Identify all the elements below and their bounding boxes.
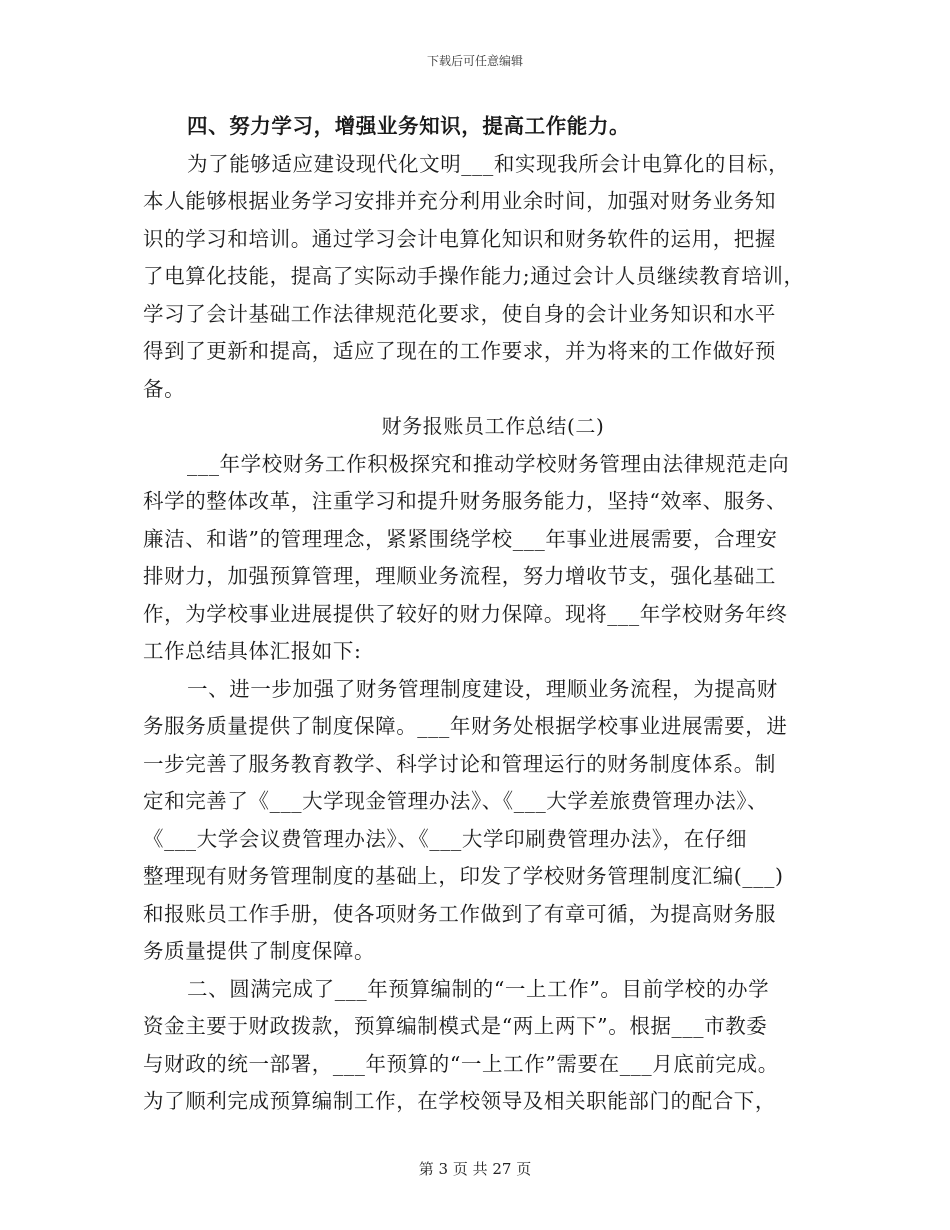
section-heading: 四、努力学习，增强业务知识，提高工作能力。	[187, 114, 631, 138]
paragraph-line: 作，为学校事业进展提供了较好的财力保障。现将___年学校财务年终	[143, 601, 788, 626]
paragraph-line: 科学的整体改革，注重学习和提升财务服务能力，坚持“效率、服务、	[143, 489, 788, 513]
paragraph-line: 排财力，加强预算管理，理顺业务流程，努力增收节支，强化基础工	[143, 564, 776, 588]
paragraph-line: 了电算化技能，提高了实际动手操作能力;通过会计人员继续教育培训，	[143, 264, 805, 288]
paragraph-line: 学习了会计基础工作法律规范化要求，使自身的会计业务知识和水平	[143, 301, 776, 326]
paragraph-line: 得到了更新和提高，适应了现在的工作要求，并为将来的工作做好预	[143, 339, 776, 363]
paragraph-line: 务服务质量提供了制度保障。___年财务处根据学校事业进展需要，进	[143, 714, 788, 738]
paragraph-line: 《___大学会议费管理办法》、《___大学印刷费管理办法》，在仔细	[143, 826, 748, 851]
paragraph-line: 工作总结具体汇报如下:	[143, 639, 362, 663]
paragraph-line: 二、圆满完成了___年预算编制的“一上工作”。目前学校的办学	[187, 976, 770, 1001]
paragraph-line: 廉洁、和谐”的管理理念，紧紧围绕学校___年事业进展需要，合理安	[143, 526, 778, 551]
paragraph-line: ___年学校财务工作积极探究和推动学校财务管理由法律规范走向	[187, 451, 790, 476]
paragraph-line: 一、进一步加强了财务管理制度建设，理顺业务流程，为提高财	[187, 676, 778, 701]
part-title: 财务报账员工作总结(二)	[381, 414, 605, 438]
paragraph-line: 一步完善了服务教育教学、科学讨论和管理运行的财务制度体系。制	[143, 751, 776, 776]
paragraph-line: 定和完善了《___大学现金管理办法》、《___大学差旅费管理办法》、	[143, 789, 769, 813]
page-number: 第 3 页 共 27 页	[418, 1160, 532, 1178]
paragraph-line: 为了能够适应建设现代化文明___和实现我所会计电算化的目标，	[187, 151, 790, 176]
paragraph-line: 为了顺利完成预算编制工作，在学校领导及相关职能部门的配合下，	[143, 1089, 776, 1113]
paragraph-line: 备。	[143, 376, 186, 401]
paragraph-line: 和报账员工作手册，使各项财务工作做到了有章可循，为提高财务服	[143, 901, 776, 926]
paragraph-line: 务质量提供了制度保障。	[143, 939, 376, 963]
paragraph-line: 识的学习和培训。通过学习会计电算化知识和财务软件的运用，把握	[143, 226, 776, 251]
header-note: 下载后可任意编辑	[426, 54, 523, 68]
paragraph-line: 本人能够根据业务学习安排并充分利用业余时间，加强对财务业务知	[143, 189, 776, 213]
paragraph-line: 资金主要于财政拨款，预算编制模式是“两上两下”。根据___市教委	[143, 1014, 768, 1038]
paragraph-line: 与财政的统一部署，___年预算的“一上工作”需要在___月底前完成。	[143, 1051, 779, 1076]
paragraph-line: 整理现有财务管理制度的基础上，印发了学校财务管理制度汇编(___)	[143, 864, 784, 888]
document-body	[143, 108, 823, 1121]
